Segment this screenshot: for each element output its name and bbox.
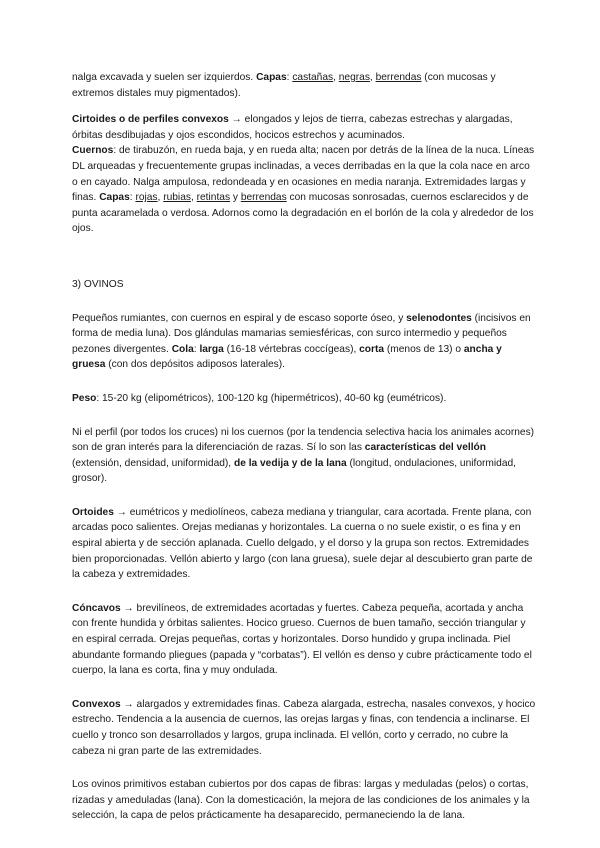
paragraph-intro-ovinos: Pequeños rumiantes, con cuernos en espiral y de escaso soporte óseo, y selenodontes (incisivos en forma de media luna). Dos glándulas mamarias semiesféricas, con surco intermedio y pequeños pezones divergentes. Cola: larga (16-18 vértebras coccígeas), corta (menos de 13) o ancha y gruesa (con dos depósitos adiposos laterales). [72, 312, 531, 371]
section-heading-ovinos: 3) OVINOS [72, 278, 124, 290]
paragraph-vellon: Ni el perfil (por todos los cruces) ni los cuernos (por la tendencia selectiva hacia los animales acornes) son de gran interés para la diferenciación de razas. Sí lo son las características del vellón (extensión, densidad, uniformidad), de la vedija y de la lana (longitud, ondulaciones, uniformidad, grosor). [72, 426, 535, 485]
paragraph-peso: Peso: 15-20 kg (elipométricos), 100-120 kg (hipermétricos), 40-60 kg (eumétricos). [72, 392, 447, 404]
paragraph-capas-castanas: nalga excavada y suelen ser izquierdos. Capas: castañas, negras, berrendas (con mucosas y extremos distales muy pigmentados). [72, 72, 496, 99]
paragraph-ovinos-primitivos: Los ovinos primitivos estaban cubiertos por dos capas de fibras: largas y meduladas (pelos) o cortas, rizadas y ameduladas (lana). Con la domesticación, la mejora de las condiciones de los animales y la selección, la capa de pelos prácticamente ha desaparecido, permaneciendo la de lana. [72, 779, 530, 822]
paragraph-cirtoides: Cirtoides o de perfiles convexos → elongados y lejos de tierra, cabezas estrechas y alargadas, órbitas desdibujadas y ojos escondidos, hocicos estrechos y acuminados. Cuernos: de tirabuzón, en rueda baja, y en rueda alta; nacen por detrás de la línea de la nuca. Líneas DL arqueadas y frecuentemente grupas inclinadas, a veces derribadas en la que la cola nace en arco o en cayado. Nalga ampulosa, redondeada y en ocasiones en media naranja. Extremidades largas y finas. Capas: rojas, rubias, retintas y berrendas con mucosas sonrosadas, cuernos esclarecidos y de punta acaramelada o verdosa. Adornos como la degradación en el borlón de la cola y alrededor de los ojos. [72, 114, 535, 235]
paragraph-ortoides: Ortoides → eumétricos y mediolíneos, cabeza mediana y triangular, cara acortada. Frente plana, con arcadas poco salientes. Orejas medianas y horizontales. La cuerna o no suele existir, o es fina y en espiral abierta y de sección aplanada. Cuello delgado, y el dorso y la grupa son rectos. Extremidades bien proporcionadas. Vellón abierto y largo (con lana gruesa), suele dejar al descubierto gran parte de la cabeza y extremidades. [72, 506, 533, 581]
paragraph-convexos: Convexos → alargados y extremidades finas. Cabeza alargada, estrecha, nasales convexos, y hocico estrecho. Tendencia a la ausencia de cuernos, las orejas largas y finas, con tendencia a inclinarse. El cuello y tronco son desarrollados y largos, grupa inclinada. El vellón, corto y cerrado, no cubre la cabeza ni gran parte de las extremidades. [72, 698, 536, 757]
paragraph-concavos: Cóncavos → brevilíneos, de extremidades acortadas y fuertes. Cabeza pequeña, acortada y ancha con frente hundida y órbitas salientes. Hocico grueso. Cuernos de buen tamaño, sección triangular y en espiral cerrada. Orejas pequeñas, cortas y horizontales. Dorso hundido y grupa inclinada. Piel abundante formando pliegues (papada y “corbatas”). El vellón es denso y cubre prácticamente todo el cuerpo, la lana es corta, fina y muy ondulada. [72, 602, 532, 677]
